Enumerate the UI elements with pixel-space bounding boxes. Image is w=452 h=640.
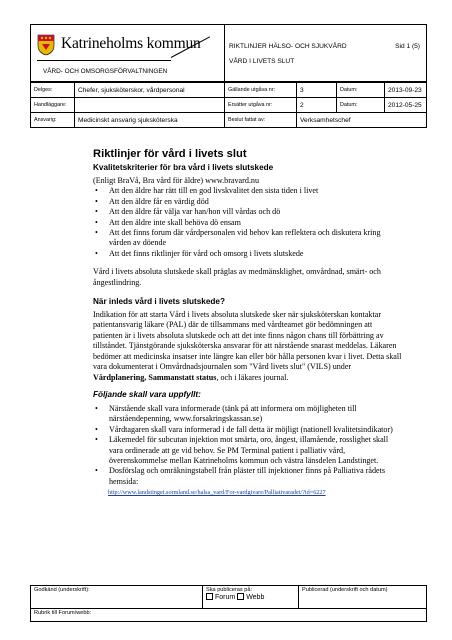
followup-heading: Följande skall vara uppfyllt: — [93, 389, 201, 399]
intro-paragraph: Vård i livets absoluta slutskede skall präglas av medmänsklighet, omvårdnad, smärt- och ångestlindring. — [93, 267, 381, 287]
published-label: Publicerad (underskrift och datum) — [302, 587, 388, 593]
document-title-line2: VÅRD I LIVETS SLUT — [229, 58, 295, 65]
meta-value — [75, 98, 225, 113]
meta-label: Gällande utgåva nr: — [225, 83, 297, 98]
source-line: (Enligt BraVå, Bra vård för äldre) www.bravard.nu — [93, 176, 260, 185]
list-item: • Att den äldre får en värdig död — [93, 197, 403, 207]
meta-label: Datum: — [337, 98, 385, 113]
list-item: • Vårdtagaren skall vara informerad i de fall detta är möjligt (nationell kvalitetsindikator) — [93, 425, 403, 435]
logo-cell — [31, 25, 225, 82]
meta-label: Ersätter utgåva nr: — [225, 98, 297, 113]
list-item: • Närstående skall vara informerade (tänk på att informera om möjligheten till närståendepenning, www.forsakringskassan.se) — [93, 404, 403, 425]
forum-checkbox[interactable] — [206, 593, 213, 600]
approved-signature-cell — [31, 586, 203, 609]
document-body — [93, 148, 403, 499]
publish-options — [206, 593, 295, 601]
document-header — [30, 24, 427, 82]
page-number: Sid 1 (5) — [395, 43, 420, 50]
list-item: • Att det finns riktlinjer för vård och omsorg i livets slutskede — [93, 249, 403, 259]
webb-label: Webb — [246, 594, 265, 601]
logo-rule — [37, 60, 171, 61]
forum-label: Forum — [215, 594, 236, 601]
meta-value: Verksamhetschef — [297, 113, 427, 128]
meta-value: Chefer, sjuksköterskor, vårdpersonal — [75, 83, 225, 98]
meta-label: Handläggare: — [31, 98, 75, 113]
document-meta-table — [30, 82, 427, 128]
administration-name: VÅRD- OCH OMSORGSFÖRVALTNINGEN — [43, 68, 168, 75]
forum-title-cell — [31, 609, 427, 622]
list-item: • Att den äldre inte skall behöva dö ensam — [93, 218, 403, 228]
list-item: • Läkemedel för subcutan injektion mot smärta, oro, ångest, illamående, rosslighet skall vara ordinerade att ge vid behov. Se PM Terminal patient i palliativ vård, överenskommelse mellan Katrineholms kommun och västra länsdelen Landstinget. — [93, 435, 403, 466]
meta-label: Delges: — [31, 83, 75, 98]
section-paragraph — [93, 310, 403, 383]
municipality-crest-icon — [37, 34, 55, 56]
palliativa-radet-link[interactable]: http://www.landstinget.sormland.se/halsa_vard/For-vardgivare/Palliativaradet/?id=6227 — [108, 489, 326, 497]
page-title: Riktlinjer för vård i livets slut — [93, 148, 247, 160]
approved-label: Godkänd (underskrift): — [34, 587, 90, 593]
requirements-list — [93, 404, 403, 487]
list-item: • Att den äldre får välja var han/hon vill vårdas och dö — [93, 207, 403, 217]
list-item: • Att det finns forum där vårdpersonalen vid behov kan reflektera och diskutera kring vården av döende — [93, 228, 403, 249]
document-title-cell — [225, 25, 427, 82]
publish-label: Ska publiceras på: — [206, 587, 253, 593]
forum-title-label: Rubrik till Forum/webb: — [34, 610, 92, 616]
meta-value: 3 — [297, 83, 337, 98]
meta-row — [31, 113, 427, 128]
document-title-line1: RIKTLINJER HÄLSO- OCH SJUKVÅRD — [229, 43, 347, 50]
document-footer — [30, 585, 427, 622]
section-subtitle: Kvalitetskriterier för bra vård i livets slutskede — [93, 163, 274, 172]
meta-value: 2013-09-23 — [385, 83, 427, 98]
published-signature-cell — [299, 586, 427, 609]
publish-target-cell — [203, 586, 299, 609]
list-item: • Att den äldre har rätt till en god livskvalitet den sista tiden i livet — [93, 186, 403, 196]
paragraph-bold-text: Vårdplanering, Sammanstatt status — [93, 372, 217, 382]
list-item: • Dosförslag och omräkningstabell från pläster till injektioner finns på Palliativa rådets hemsida: — [93, 466, 403, 487]
criteria-list — [93, 186, 403, 259]
municipality-name: Katrineholms kommun — [61, 35, 201, 52]
paragraph-text-end: , och i läkares journal. — [216, 372, 289, 382]
meta-value: Medicinskt ansvarig sjuksköterska — [75, 113, 225, 128]
section-heading: När inleds vård i livets slutskede? — [93, 297, 225, 307]
meta-row — [31, 83, 427, 98]
meta-label: Beslut fattat av: — [225, 113, 297, 128]
meta-value: 2 — [297, 98, 337, 113]
meta-label: Datum: — [337, 83, 385, 98]
webb-checkbox[interactable] — [237, 593, 244, 600]
meta-label: Ansvarig: — [31, 113, 75, 128]
meta-row — [31, 98, 427, 113]
paragraph-text: Indikation för att starta Vård i livets absoluta slutskede sker när sjuksköterskan kontaktar patientansvarig läkare (PAL) där de tillsammans med vårdteamet gör bedömningen att patienten är i livets absoluta slutskede och att det inte finns någon chans till förbättring av tillståndet. Tjänstgörande sjuksköterska ansvarar för att närstående snarast meddelas. Läkaren bedömer att medicinska insatser inte längre kan eller bör hålla personen kvar i livet. Detta skall vara dokumenterat i Omvårdnadsjournalen som "Vård livets slut" (VILS) under — [93, 310, 402, 372]
meta-value: 2012-05-25 — [385, 98, 427, 113]
